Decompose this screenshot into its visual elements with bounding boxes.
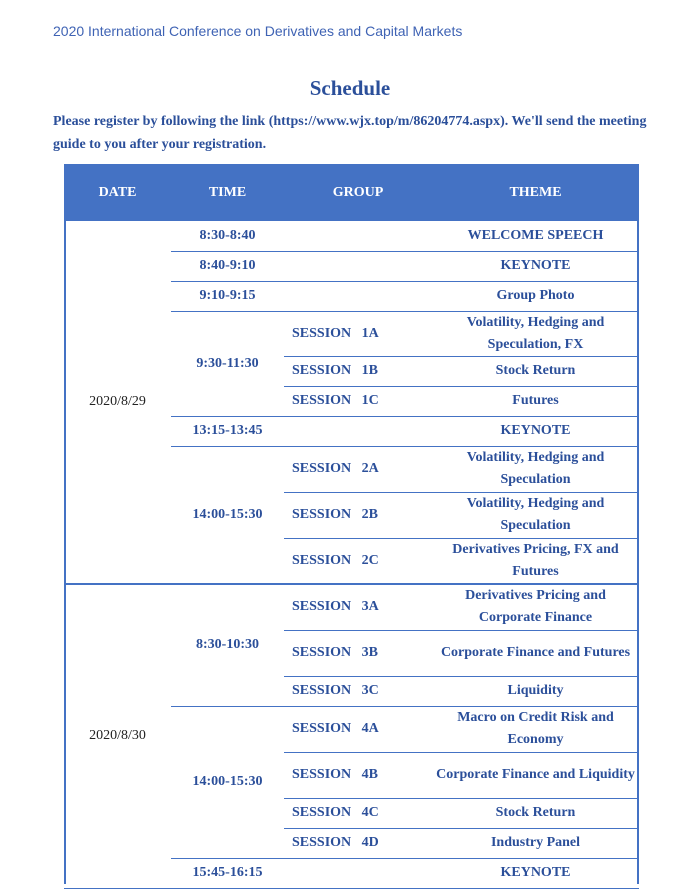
group-cell bbox=[284, 251, 432, 281]
group-cell: SESSION 2C bbox=[284, 538, 432, 584]
group-cell: SESSION 3B bbox=[284, 630, 432, 676]
theme-cell: Derivatives Pricing and Corporate Finance bbox=[432, 584, 639, 630]
time-cell: 8:40-9:10 bbox=[171, 251, 284, 281]
group-cell bbox=[284, 858, 432, 888]
date-column-header: DATE bbox=[64, 164, 171, 221]
theme-cell: Corporate Finance and Futures bbox=[432, 630, 639, 676]
registration-notice: Please register by following the link (https://www.wjx.top/m/86204774.aspx). We'll send the meeting guide to you after your registration. bbox=[53, 114, 647, 152]
theme-cell: Derivatives Pricing, FX and Futures bbox=[432, 538, 639, 584]
group-cell: SESSION 1C bbox=[284, 386, 432, 416]
group-cell: SESSION 4B bbox=[284, 752, 432, 798]
theme-cell: Macro on Credit Risk and Economy bbox=[432, 706, 639, 752]
group-cell: SESSION 2B bbox=[284, 492, 432, 538]
group-cell: SESSION 3A bbox=[284, 584, 432, 630]
group-cell: SESSION 4D bbox=[284, 828, 432, 858]
table-header-row bbox=[64, 164, 639, 221]
conference-title: 2020 International Conference on Derivatives and Capital Markets bbox=[53, 23, 463, 39]
group-cell: SESSION 4A bbox=[284, 706, 432, 752]
time-column-header: TIME bbox=[171, 164, 284, 221]
time-cell: 9:10-9:15 bbox=[171, 281, 284, 311]
theme-cell: Futures bbox=[432, 386, 639, 416]
theme-cell: KEYNOTE bbox=[432, 416, 639, 446]
theme-cell: Stock Return bbox=[432, 798, 639, 828]
time-cell: 8:30-8:40 bbox=[171, 221, 284, 251]
time-cell: 9:30-11:30 bbox=[171, 311, 284, 416]
theme-cell: Volatility, Hedging and Speculation, FX bbox=[432, 311, 639, 356]
group-cell bbox=[284, 221, 432, 251]
table-row bbox=[64, 221, 639, 251]
theme-cell: Group Photo bbox=[432, 281, 639, 311]
date-cell: 2020/8/30 bbox=[64, 584, 171, 888]
group-column-header: GROUP bbox=[284, 164, 432, 221]
time-cell: 15:45-16:15 bbox=[171, 858, 284, 888]
group-cell: SESSION 1A bbox=[284, 311, 432, 356]
group-cell: SESSION 3C bbox=[284, 676, 432, 706]
theme-cell: Industry Panel bbox=[432, 828, 639, 858]
table-row bbox=[64, 584, 639, 630]
group-cell: SESSION 2A bbox=[284, 446, 432, 492]
theme-cell: KEYNOTE bbox=[432, 251, 639, 281]
theme-cell: KEYNOTE bbox=[432, 858, 639, 888]
group-cell bbox=[284, 416, 432, 446]
group-cell bbox=[284, 281, 432, 311]
theme-cell: Liquidity bbox=[432, 676, 639, 706]
time-cell: 13:15-13:45 bbox=[171, 416, 284, 446]
theme-cell: Corporate Finance and Liquidity bbox=[432, 752, 639, 798]
theme-cell: Volatility, Hedging and Speculation bbox=[432, 492, 639, 538]
theme-cell: Stock Return bbox=[432, 356, 639, 386]
theme-cell: Volatility, Hedging and Speculation bbox=[432, 446, 639, 492]
theme-cell: WELCOME SPEECH bbox=[432, 221, 639, 251]
time-cell: 14:00-15:30 bbox=[171, 706, 284, 858]
group-cell: SESSION 4C bbox=[284, 798, 432, 828]
theme-column-header: THEME bbox=[432, 164, 639, 221]
time-cell: 8:30-10:30 bbox=[171, 584, 284, 706]
group-cell: SESSION 1B bbox=[284, 356, 432, 386]
schedule-table bbox=[64, 164, 639, 889]
date-cell: 2020/8/29 bbox=[64, 221, 171, 584]
time-cell: 14:00-15:30 bbox=[171, 446, 284, 584]
page-heading: Schedule bbox=[309, 76, 391, 100]
